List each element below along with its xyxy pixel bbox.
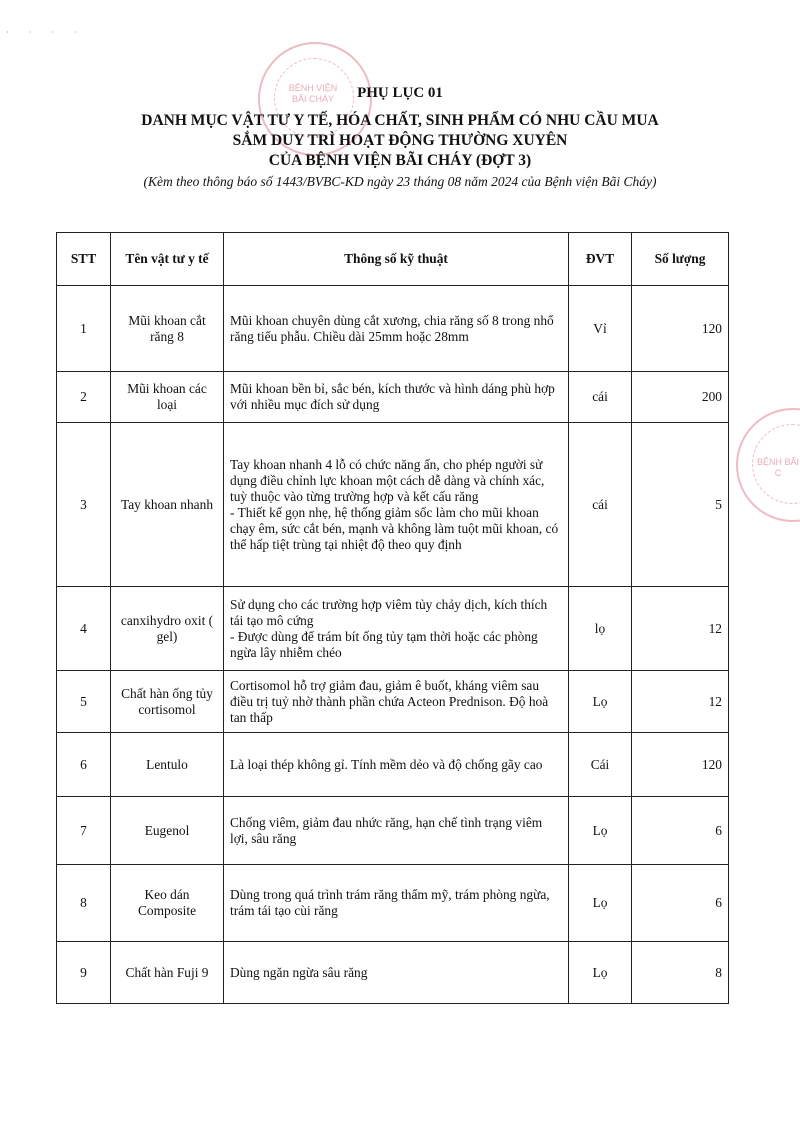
cell-stt: 2 — [57, 372, 111, 423]
cell-name: Chất hàn Fuji 9 — [111, 942, 224, 1004]
cell-qty: 8 — [632, 942, 729, 1004]
cell-name: Eugenol — [111, 797, 224, 865]
hospital-stamp-top-text: BỆNH VIỆN BÃI CHÁY — [288, 83, 338, 104]
table-row — [57, 733, 729, 797]
cell-spec: Tay khoan nhanh 4 lỗ có chức năng ấn, cho phép người sử dụng điều chỉnh lực khoan một cách dễ dàng và chính xác, tuỳ thuộc vào từng trường hợp và kết cấu răng - Thiết kế gọn nhẹ, hệ thống giảm sốc làm cho mũi khoan chạy êm, sức cắt bén, mạnh và không làm tuột mũi khoan, có thể hấp tiệt trùng tại nhiệt độ theo quy định — [224, 423, 569, 587]
title-line-2: SẮM DUY TRÌ HOẠT ĐỘNG THƯỜNG XUYÊN — [232, 132, 568, 149]
table-row — [57, 797, 729, 865]
cell-spec: Sử dụng cho các trường hợp viêm tủy chảy dịch, kích thích tái tạo mô cứng - Được dùng để trám bít ống tủy tạm thời hoặc các phòng ngừa lây nhiễm chéo — [224, 587, 569, 671]
cell-qty: 12 — [632, 671, 729, 733]
title-line-1: DANH MỤC VẬT TƯ Y TẾ, HÓA CHẤT, SINH PHẨM CÓ NHU CẦU MUA — [141, 112, 659, 129]
cell-stt: 9 — [57, 942, 111, 1004]
cell-unit: Lọ — [569, 671, 632, 733]
cell-stt: 8 — [57, 865, 111, 942]
header-stt: STT — [57, 233, 111, 286]
cell-spec: Cortisomol hỗ trợ giảm đau, giảm ê buốt, kháng viêm sau điều trị tuỷ nhờ thành phần chứa Acteon Prednison. Độ hoà tan thấp — [224, 671, 569, 733]
table-row — [57, 671, 729, 733]
cell-spec: Mũi khoan bền bỉ, sắc bén, kích thước và hình dáng phù hợp với nhiều mục đích sử dụng — [224, 372, 569, 423]
header-qty: Số lượng — [632, 233, 729, 286]
cell-stt: 3 — [57, 423, 111, 587]
cell-unit: Cái — [569, 733, 632, 797]
scan-specks: · · · · — [6, 28, 86, 37]
cell-name: canxihydro oxit ( gel) — [111, 587, 224, 671]
header-unit: ĐVT — [569, 233, 632, 286]
cell-name: Chất hàn ống tủy cortisomol — [111, 671, 224, 733]
cell-qty: 6 — [632, 865, 729, 942]
cell-stt: 7 — [57, 797, 111, 865]
cell-unit: Lọ — [569, 797, 632, 865]
table-row — [57, 372, 729, 423]
cell-qty: 12 — [632, 587, 729, 671]
cell-name: Mũi khoan các loại — [111, 372, 224, 423]
items-table — [56, 232, 729, 1004]
title-line-3: CỦA BỆNH VIỆN BÃI CHÁY (ĐỢT 3) — [268, 152, 532, 169]
cell-name: Tay khoan nhanh — [111, 423, 224, 587]
table-header-row — [57, 233, 729, 286]
cell-qty: 120 — [632, 733, 729, 797]
cell-stt: 1 — [57, 286, 111, 372]
cell-qty: 5 — [632, 423, 729, 587]
table-row — [57, 942, 729, 1004]
header-name: Tên vật tư y tế — [111, 233, 224, 286]
cell-spec: Dùng ngăn ngừa sâu răng — [224, 942, 569, 1004]
cell-qty: 6 — [632, 797, 729, 865]
cell-unit: cái — [569, 372, 632, 423]
cell-stt: 4 — [57, 587, 111, 671]
cell-qty: 200 — [632, 372, 729, 423]
cell-qty: 120 — [632, 286, 729, 372]
cell-name: Mũi khoan cắt răng 8 — [111, 286, 224, 372]
cell-unit: cái — [569, 423, 632, 587]
subtitle-reference: (Kèm theo thông báo số 1443/BVBC-KD ngày 23 tháng 08 năm 2024 của Bệnh viện Bãi Cháy) — [143, 174, 657, 189]
cell-name: Keo dán Composite — [111, 865, 224, 942]
cell-spec: Mũi khoan chuyên dùng cắt xương, chia răng số 8 trong nhổ răng tiểu phẫu. Chiều dài 25mm hoặc 28mm — [224, 286, 569, 372]
table-row — [57, 286, 729, 372]
cell-spec: Là loại thép không gỉ. Tính mềm dẻo và độ chống gãy cao — [224, 733, 569, 797]
table-row — [57, 865, 729, 942]
cell-spec: Dùng trong quá trình trám răng thẩm mỹ, trám phòng ngừa, trám tái tạo cùi răng — [224, 865, 569, 942]
cell-name: Lentulo — [111, 733, 224, 797]
header-spec: Thông số kỹ thuật — [224, 233, 569, 286]
table-row — [57, 587, 729, 671]
cell-spec: Chống viêm, giảm đau nhức răng, hạn chế tình trạng viêm lợi, sâu răng — [224, 797, 569, 865]
cell-unit: lọ — [569, 587, 632, 671]
cell-unit: Lọ — [569, 865, 632, 942]
cell-stt: 6 — [57, 733, 111, 797]
hospital-stamp-side-text: BỆNH BÃI C — [756, 457, 799, 478]
appendix-title: PHỤ LỤC 01 — [357, 85, 443, 101]
cell-stt: 5 — [57, 671, 111, 733]
cell-unit: Lọ — [569, 942, 632, 1004]
cell-unit: Vỉ — [569, 286, 632, 372]
table-row — [57, 423, 729, 587]
document-header — [0, 83, 800, 191]
